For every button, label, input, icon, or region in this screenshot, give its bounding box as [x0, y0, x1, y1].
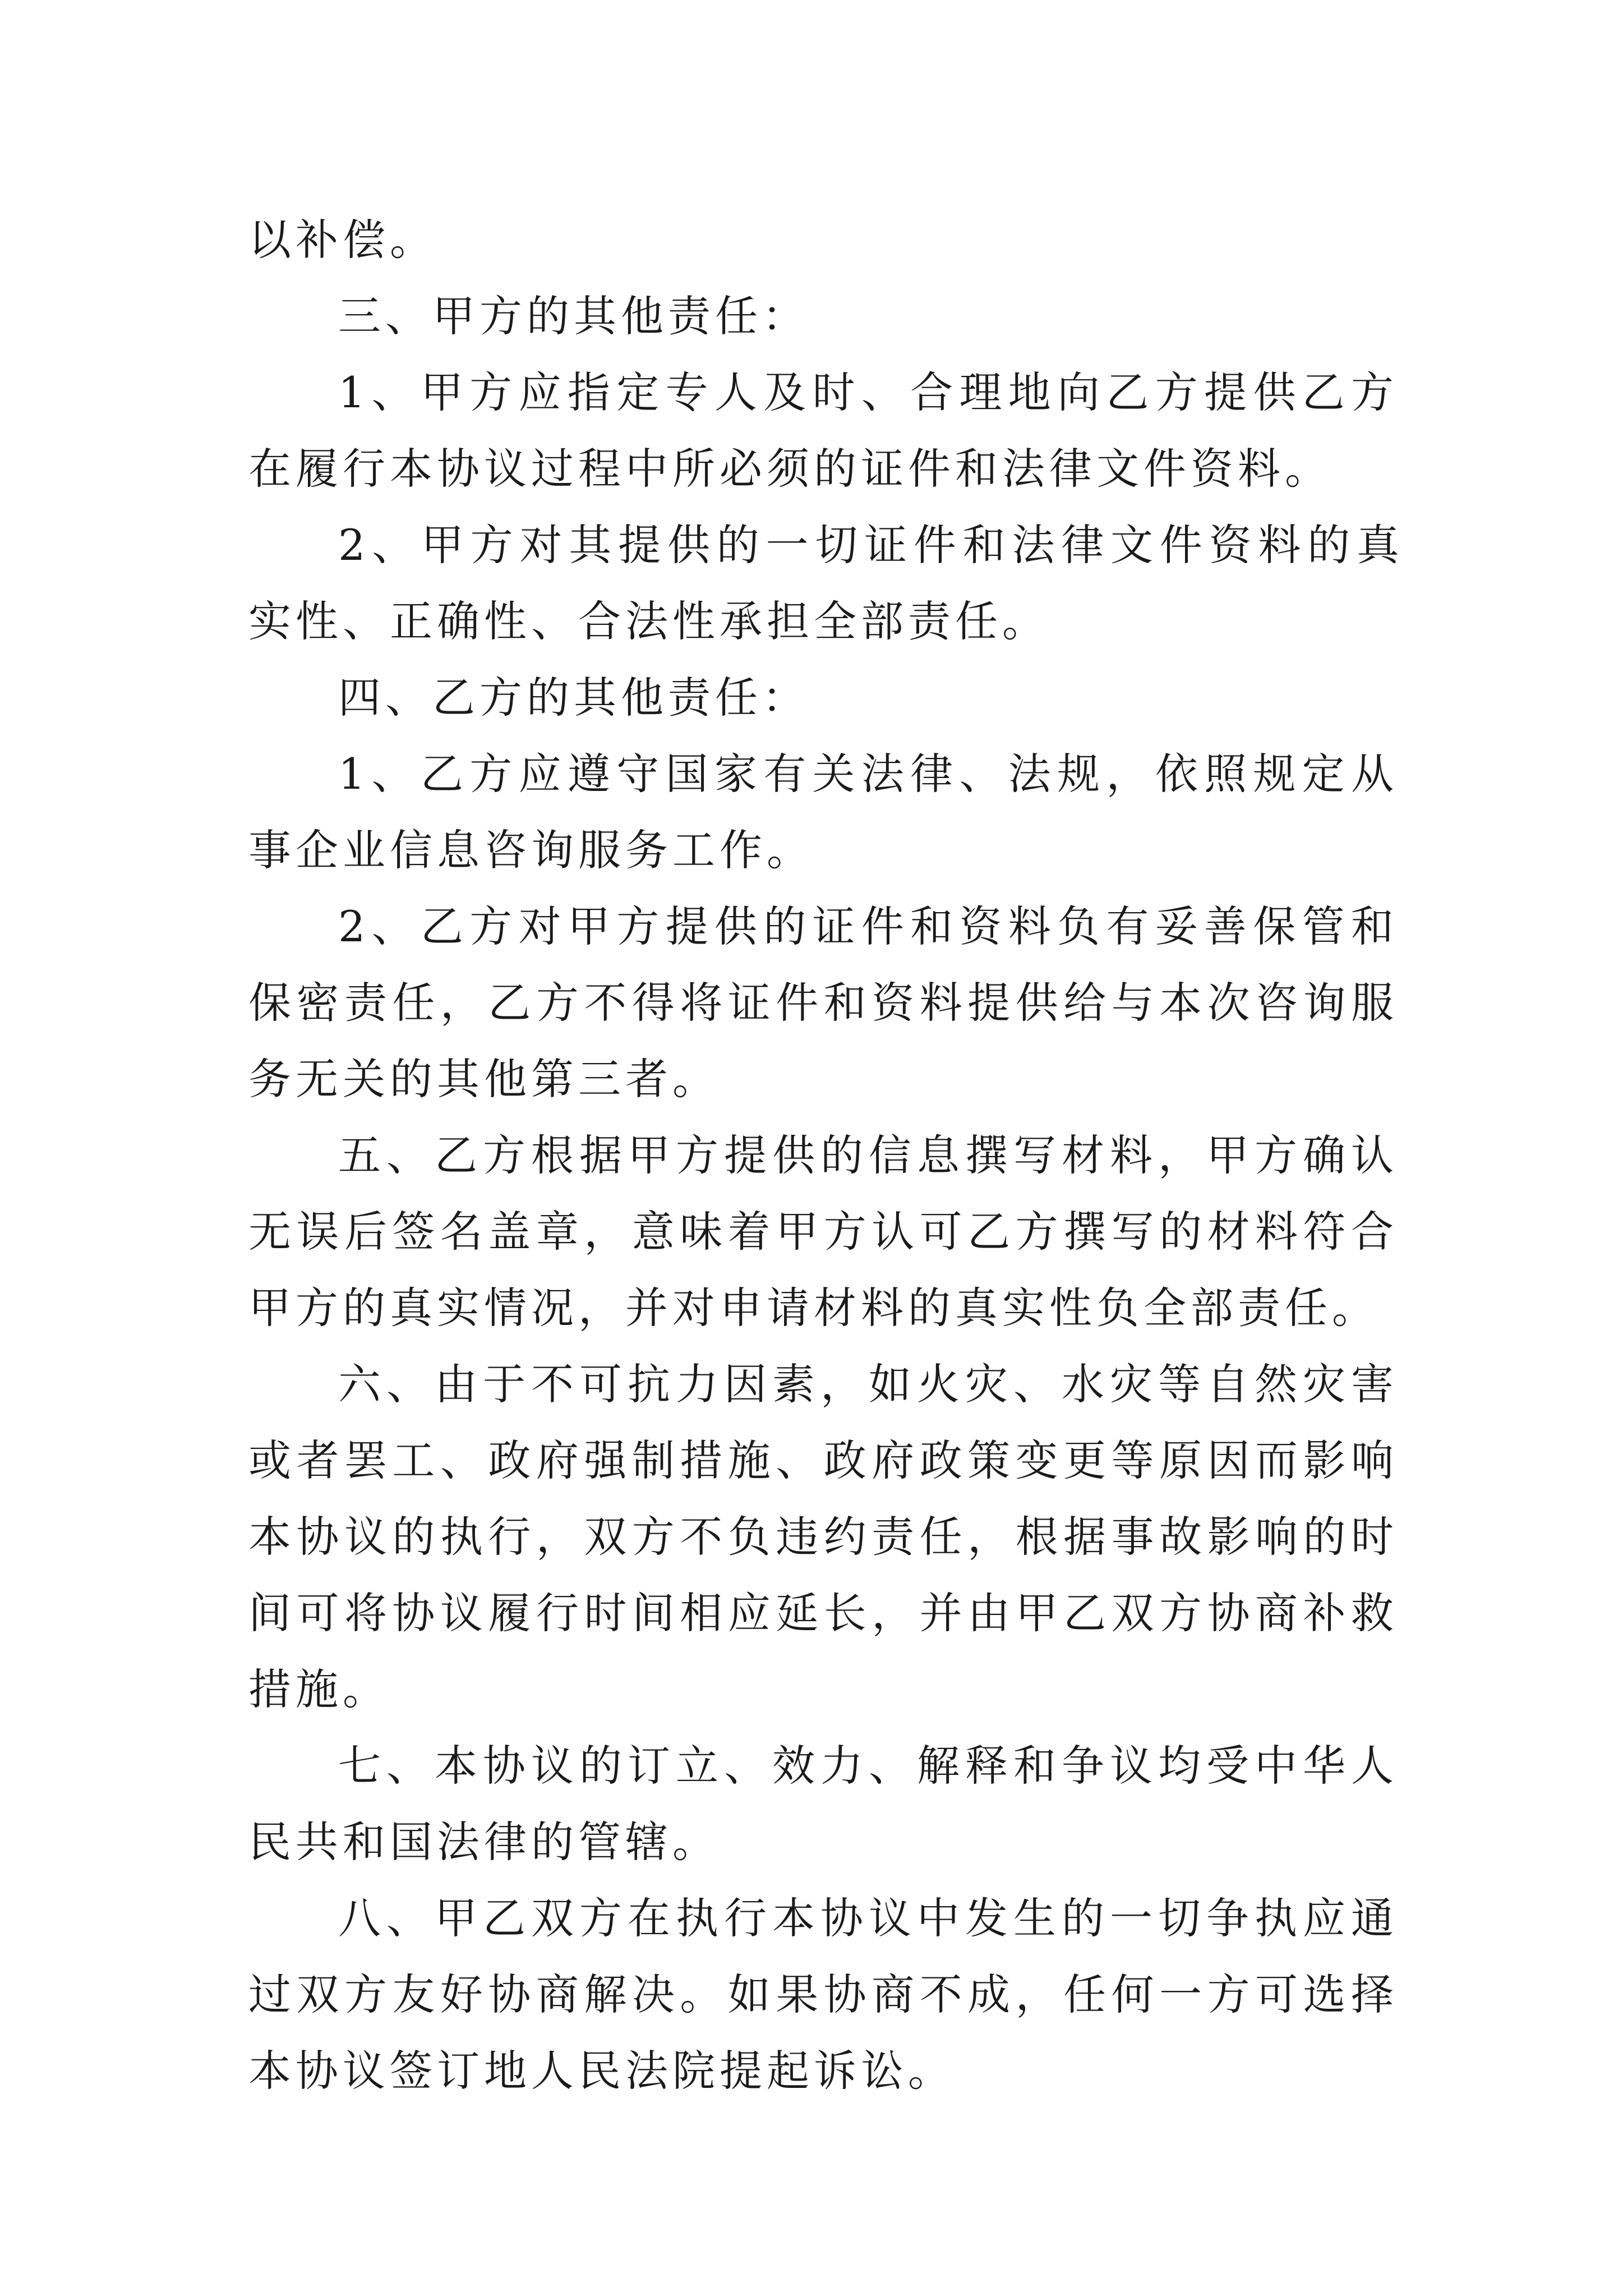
section-7: 七、本协议的订立、效力、解释和争议均受中华人民共和国法律的管辖。 [248, 1741, 1398, 1867]
section-heading-4: 四、乙方的其他责任： [338, 673, 809, 723]
clause-4-2: 2、乙方对甲方提供的证件和资料负有妥善保管和保密责任，乙方不得将证件和资料提供给与本次咨询服务无关的其他第三者。 [248, 901, 1398, 1104]
section-heading-3: 三、甲方的其他责任： [338, 291, 809, 341]
clause-4-1: 1、乙方应遵守国家有关法律、法规，依照规定从事企业信息咨询服务工作。 [248, 749, 1398, 875]
paragraph-continuation: 以补偿。 [248, 215, 437, 265]
clause-3-2: 2、甲方对其提供的一切证件和法律文件资料的真实性、正确性、合法性承担全部责任。 [248, 520, 1404, 646]
clause-3-1: 1、甲方应指定专人及时、合理地向乙方提供乙方在履行本协议过程中所必须的证件和法律文件资料。 [248, 367, 1398, 494]
section-5: 五、乙方根据甲方提供的信息撰写材料，甲方确认无误后签名盖章，意味着甲方认可乙方撰写的材料符合甲方的真实情况，并对申请材料的真实性负全部责任。 [248, 1130, 1398, 1333]
section-6: 六、由于不可抗力因素，如火灾、水灾等自然灾害或者罢工、政府强制措施、政府政策变更等原因而影响本协议的执行，双方不负违约责任，根据事故影响的时间可将协议履行时间相应延长，并由甲乙双方协商补救措施。 [248, 1359, 1398, 1714]
section-8: 八、甲乙双方在执行本协议中发生的一切争执应通过双方友好协商解决。如果协商不成，任何一方可选择本协议签订地人民法院提起诉讼。 [248, 1893, 1398, 2096]
document-body [248, 202, 1404, 2109]
